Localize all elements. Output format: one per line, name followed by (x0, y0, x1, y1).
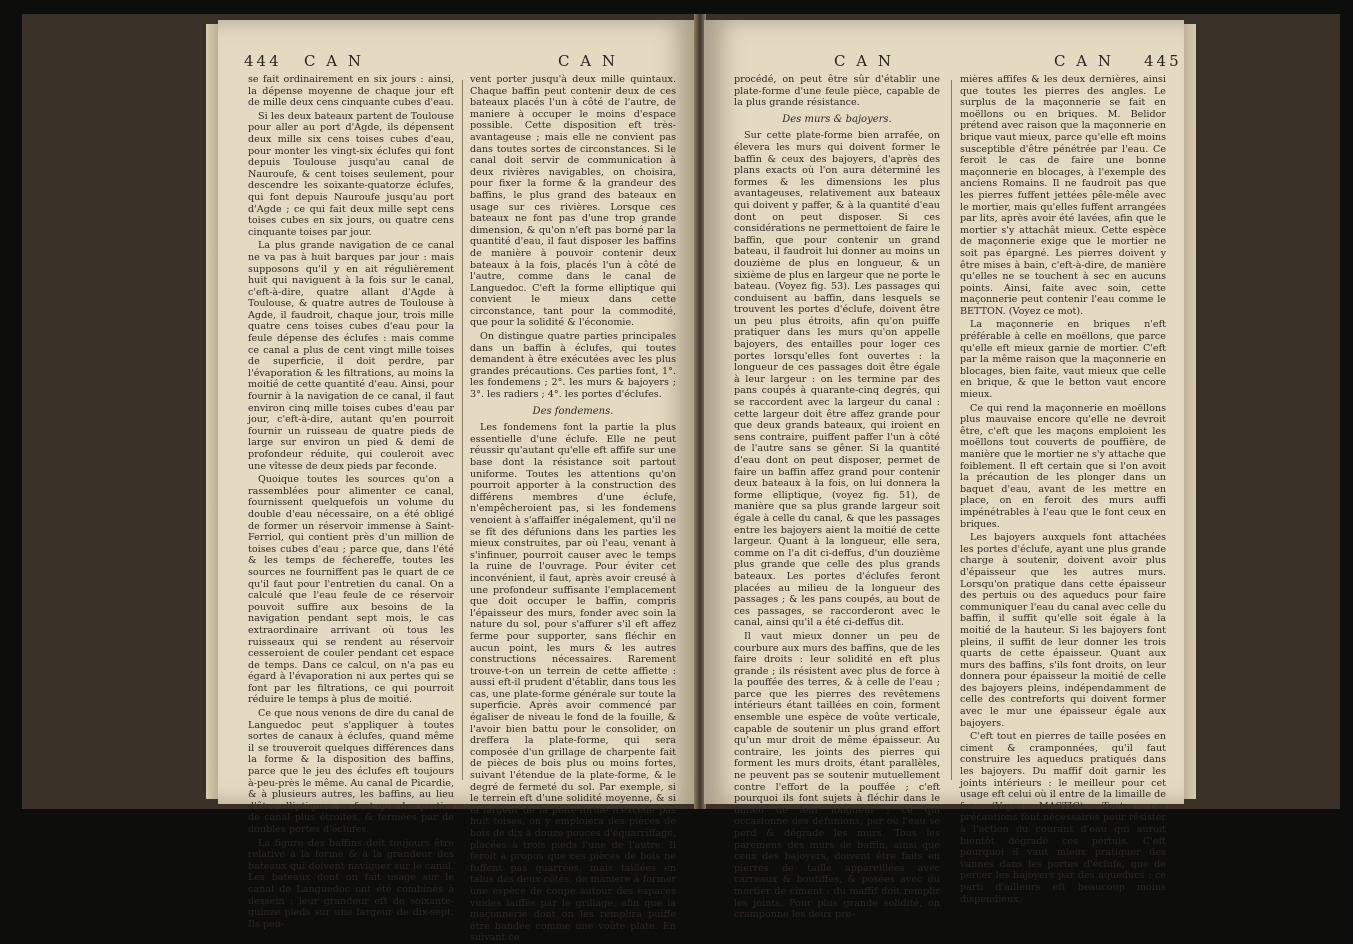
paragraph: Ce que nous venons de dire du canal de Languedoc peut s'appliquer à toutes sortes de canaux à éclufes, quand même il se trouveroit quelques différences dans la forme & la disposition des baffins, parce que le jeu des éclufes eft toujours à-peu-près le même. Au canal de Picardie, & à plusieurs autres, les baffins, au lieu d'être elliptiques, ne font que des parties de canal plus étroites, & fermées par de doubles portes d'éclufes. (248, 708, 454, 835)
running-head-right: C A N (558, 52, 618, 70)
right-page-header (704, 52, 1184, 74)
paragraph: C'eft tout en pierres de taille posées en ciment & cramponnées, qu'il faut construire les aqueducs pratiqués dans les bajoyers. Du maffif doit garnir les joints intérieurs : le meilleur pour cet usage eft celui où il entre de la limaille de fer. (Voyez MASTIC). Toutes ces précautions font nécessaires pour résister à l'action du courant d'eau qui auroit bientôt dégradé ces pertuis. C'eft pourquoi il vaut mieux pratiquer des vannes dans les portes d'éclufe, que de percer les bajoyers par des aqueducs : ce parti d'ailleurs eft beaucoup moins dispendieux. (960, 731, 1166, 905)
paragraph: vent porter jusqu'à deux mille quintaux. Chaque baffin peut contenir deux de ces bateaux placés l'un à côté de l'autre, de maniere à occuper le moins d'espace possible. Cette disposition eft très-avantageuse ; mais elle ne convient pas dans toutes sortes de circonstances. Si le canal doit servir de communication à deux rivières navigables, on choisira, pour fixer la forme & la grandeur des baffins, le plus grand des bateaux en usage sur ces rivières. Lorsque ces bateaux ne font pas d'une trop grande dimension, & qu'on n'eft pas borné par la quantité d'eau, il faut disposer les baffins de manière à pouvoir contenir deux bateaux à la fois, placés l'un à côté de l'autre, comme dans le canal de Languedoc. C'eft la forme elliptique qui convient le mieux dans cette circonstance, tant pour la commodité, que pour la solidité & l'économie. (470, 74, 676, 329)
paragraph: On distingue quatre parties principales dans un baffin à éclufes, qui toutes demandent à être exécutées avec les plus grandes précautions. Ces parties font, 1°. les fondemens ; 2°. les murs & bajoyers ; 3°. les radiers ; 4°. les portes d'éclufes. (470, 331, 676, 401)
paragraph: Ce qui rend la maçonnerie en moëllons plus mauvaise encore qu'elle ne devroit être, c'eft que les maçons emploient les moëllons tout couverts de pouffière, de manière que le mortier ne s'y attache que foiblement. Il eft certain que si l'on avoit la précaution de les plonger dans un baquet d'eau, avant de les mettre en place, on en feroit des murs auffi impénétrables à l'eau que le font ceux en briques. (960, 402, 1166, 530)
open-book (22, 14, 1340, 944)
paragraph: se fait ordinairement en six jours : ainsi, la dépense moyenne de chaque jour eft de mille deux cens cinquante cubes d'eau. (248, 74, 454, 109)
section-heading: Des murs & bajoyers. (782, 113, 892, 125)
right-page-column-2 (960, 74, 1166, 905)
paragraph: La plus grande navigation de ce canal ne va pas à huit barques par jour : mais supposons qu'il y en ait régulièrement huit qui naviguent à la fois sur le canal, c'eft-à-dire, quatre allant d'Agde à Toulouse, & quatre autres de Toulouse à Agde, il faudroit, chaque jour, trois mille quatre cens toises cubes d'eau pour la feule dépense des éclufes : mais comme ce canal a plus de cent vingt mille toises de superficie, il doit perdre, par l'évaporation & les filtrations, au moins la moitié de cette quantité d'eau. Ainsi, pour fournir à la navigation de ce canal, il faut environ cinq mille toises cubes d'eau par jour, c'eft-à-dire, autant qu'en pourroit fournir un ruisseau de quatre pieds de large sur environ un pied & demi de profondeur réduite, qui couleroit avec une vîtesse de deux pieds par feconde. (248, 240, 454, 472)
right-page-column-1 (734, 74, 940, 921)
page-number: 445 (1144, 52, 1182, 70)
left-page (218, 20, 696, 944)
left-page-columns (248, 74, 678, 944)
paragraph: Les bajoyers auxquels font attachées les portes d'éclufe, ayant une plus grande charge à soutenir, doivent avoir plus d'épaisseur que les autres murs. Lorsqu'on pratique dans cette épaisseur des pertuis ou des aqueducs pour faire communiquer l'eau du canal avec celle du baffin, il suffit qu'elle soit égale à la moitié de la hauteur. Si les bajoyers font pleins, il suffit de leur donner les trois quarts de cette épaisseur. Quant aux murs des baffins, s'ils font droits, on leur donnera pour épaisseur la moitié de celle des bajoyers pleins, indépendamment de celle des contreforts qui doivent former avec le mur une épaisseur égale aux bajoyers. (960, 532, 1166, 729)
paragraph: Les fondemens font la partie la plus essentielle d'une éclufe. Elle ne peut réussir qu'autant qu'elle eft affife sur une base dont la résistance soit partout uniforme. Toutes les attentions qu'on pourroit apporter à la construction des différens membres d'une éclufe, n'empêcheroient pas, si les fondemens venoient à s'affaiffer inégalement, qu'il ne se fît des défunions dans les parties les mieux construites, par où l'eau, venant à s'infinuer, pourroit causer avec le temps la ruine de l'ouvrage. Pour éviter cet inconvénient, il faut, après avoir creusé à une profondeur suffisante l'emplacement que doit occuper le baffin, compris l'épaisseur des murs, fonder avec soin la nature du sol, pour s'affurer s'il eft affez ferme pour supporter, sans fléchir en aucun point, les murs & les autres constructions nécessaires. Rarement trouve-t-on un terrein de cette affiette : aussi eft-il prudent d'établir, dans tous les cas, une plate-forme générale sur toute la superficie. Après avoir commencé par égaliser de niveau le fond de la fouille, & l'avoir bien battu pour le consolider, on dreffera la plate-forme, qui sera composée d'un grillage de charpente fait de pièces de bois plus ou moins fortes, suivant l'étendue de la plate-forme, & le degré de fermeté du sol. Par exemple, si le terrein eft d'une solidité moyenne, & si la largeur de la plate-forme n'excède pas huit toises, on y emploiera des pièces de bois de dix à douze pouces d'équarriffage, placées à trois pieds l'une de l'autre. Il feroit à propos que ces pièces de bois ne fuffent pas quarrées, mais taillées en talus des deux côtés, de maniere à former une espèce de coupe autour des espaces vuides laiffés par le grillage, afin que la maçonnerie dont on les remplira puiffe être bandée comme une voûte plate. En suivant ce (470, 422, 676, 944)
left-page-header (218, 52, 696, 74)
running-head-left: C A N (834, 52, 894, 70)
paragraph: Il vaut mieux donner un peu de courbure aux murs des baffins, que de les faire droits : leur solidité en eft plus grande ; ils résistent avec plus de force à la pouffée des terres, & à celle de l'eau ; parce que les pierres des revêtemens intérieurs étant taillées en coin, forment ensemble une espèce de voûte verticale, capable de soutenir un plus grand effort qu'un mur droit de même épaisseur. Au contraire, les joints des pierres qui forment les murs droits, étant parallèles, ne peuvent pas se soutenir mutuellement contre l'effort de la pouffée ; c'eft pourquoi ils font sujets à fléchir dans le milieu de leur longueur ; ce qui occasionne des défunions, par où l'eau se perd & dégrade les murs. Tous les paremens des murs de baffin, ainsi que ceux des bajoyers, doivent être faits en pierres de taille appareillées avec carreaux & boutiffes, & posées avec du mortier de ciment : du maffif doit remplir les joints. Pour plus grande solidité, on cramponne les deux pre- (734, 630, 940, 921)
left-page-column-1 (248, 74, 454, 930)
right-page (704, 20, 1184, 921)
paragraph: La maçonnerie en briques n'eft préférable à celle en moëllons, que parce qu'elle eft mieux garnie de mortier. C'eft par la même raison que la maçonnerie en blocages, bien faite, vaut mieux que celle en brique, & que le betton vaut encore mieux. (960, 319, 1166, 401)
paragraph: Si les deux bateaux partent de Toulouse pour aller au port d'Agde, ils dépensent deux mille six cens toises cubes d'eau, pour monter les vingt-six éclufes qui font depuis Toulouse jusqu'au canal de Nauroufe, & cent toises seulement, pour descendre les soixante-quatorze éclufes, qui font depuis Nauroufe jusqu'au port d'Agde ; ce qui fait deux mille sept cens toises cubes en six jours, ou quatre cens cinquante toises par jour. (248, 110, 454, 238)
running-head-left: C A N (304, 52, 364, 70)
column-divider (462, 80, 463, 780)
column-divider (951, 80, 952, 780)
paragraph: Sur cette plate-forme bien arrafée, on élevera les murs qui doivent former le baffin & ceux des bajoyers, d'après des plans exacts où l'on aura déterminé les formes & les dimensions les plus avantageuses, relativement aux bateaux qui doivent y paffer, & à la quantité d'eau dont on peut disposer. Si ces considérations ne permettoient de faire le baffin, que pour contenir un grand bateau, il faudroit lui donner au moins un douzième de plus en longueur, & un sixième de plus en largeur que ne porte le bateau. (Voyez fig. 53). Les passages qui conduisent au baffin, dans lesquels se trouvent les portes d'éclufe, doivent être un peu plus étroits, afin qu'on puiffe pratiquer dans les murs qu'on appelle bajoyers, des entailles pour loger ces portes lorsqu'elles font ouvertes : la longueur de ces passages doit être égale à leur largeur : on les termine par des pans coupés à quarante-cinq degrés, qui se raccordent avec la largeur du canal : cette largeur doit être affez grande pour que deux grands bateaux, qui iroient en sens contraire, puiffent paffer l'un à côté de l'autre sans se gêner. Si la quantité d'eau dont on peut disposer, permet de faire un baffin affez grand pour contenir deux bateaux à la fois, on lui donnera la forme elliptique, (voyez fig. 51), de manière que sa plus grande largeur soit égale à celle du canal, & que les passages entre les bajoyers aient la moitié de cette largeur. Quant à la longueur, elle sera, comme on l'a dit ci-deffus, d'un douzième plus grande que celle des plus grands bateaux. Les portes d'éclufes feront placées au milieu de la longueur des passages ; & les pans coupés, au bout de ces passages, se raccorderont avec le canal, ainsi qu'il a été ci-deffus dit. (734, 130, 940, 629)
paragraph: Quoique toutes les sources qu'on a rassemblées pour alimenter ce canal, fournissent quelquefois un volume du double d'eau nécessaire, on a été obligé de former un réservoir immense à Saint-Ferriol, qui contient près d'un million de toises cubes d'eau ; parce que, dans l'été & les temps de féchereffe, toutes les sources ne fourniffent pas le quart de ce qu'il faut pour l'entretien du canal. On a calculé que l'eau feule de ce réservoir pouvoit suffire aux besoins de la navigation pendant sept mois, le cas extraordinaire arrivant où tous les ruisseaux qui se rendent au réservoir cesseroient de couler pendant cet espace de temps. Dans ce calcul, on n'a pas eu égard à l'évaporation ni aux pertes qui se font par les filtrations, ce qui pourroit réduire le temps à plus de moitié. (248, 474, 454, 706)
paragraph: mières affifes & les deux dernières, ainsi que toutes les pierres des angles. Le surplus de la maçonnerie se fait en moëllons ou en briques. M. Belidor prétend avec raison que la maçonnerie en brique vaut mieux, parce qu'elle eft moins susceptible d'être pénétrée par l'eau. Ce feroit le cas de faire une bonne maçonnerie en blocages, à l'exemple des anciens Romains. Il ne faudroit pas que les pierres fuffent jettées pêle-mêle avec le mortier, mais qu'elles fuffent arrangées par lits, après avoir été lavées, afin que le mortier s'y attachât mieux. Cette espèce de maçonnerie exige que le mortier ne soit pas épargné. Les pierres doivent y être mises à bain, c'eft-à-dire, de manière qu'elles ne se touchent à sec en aucuns points. Ainsi, faite avec soin, cette maçonnerie peut contenir l'eau comme le BETTON. (Voyez ce mot). (960, 74, 1166, 317)
running-head-right: C A N (1054, 52, 1114, 70)
left-page-column-2 (470, 74, 676, 944)
page-number: 444 (244, 52, 282, 70)
right-page-edges (1182, 24, 1196, 799)
paragraph: La figure des baffins doit toujours être relative à la forme & à la grandeur des bateaux qui doivent naviguer sur le canal. Les bateaux dont on fait usage sur le canal de Languedoc ont été combinés à dessein ; leur grandeur eft de soixante-quinze pieds sur une largeur de dix-sept. Ils peu- (248, 837, 454, 930)
right-page-columns (734, 74, 1166, 921)
section-heading: Des fondemens. (532, 405, 614, 417)
paragraph: procédé, on peut être sûr d'établir une plate-forme d'une feule pièce, capable de la plus grande résistance. (734, 74, 940, 109)
